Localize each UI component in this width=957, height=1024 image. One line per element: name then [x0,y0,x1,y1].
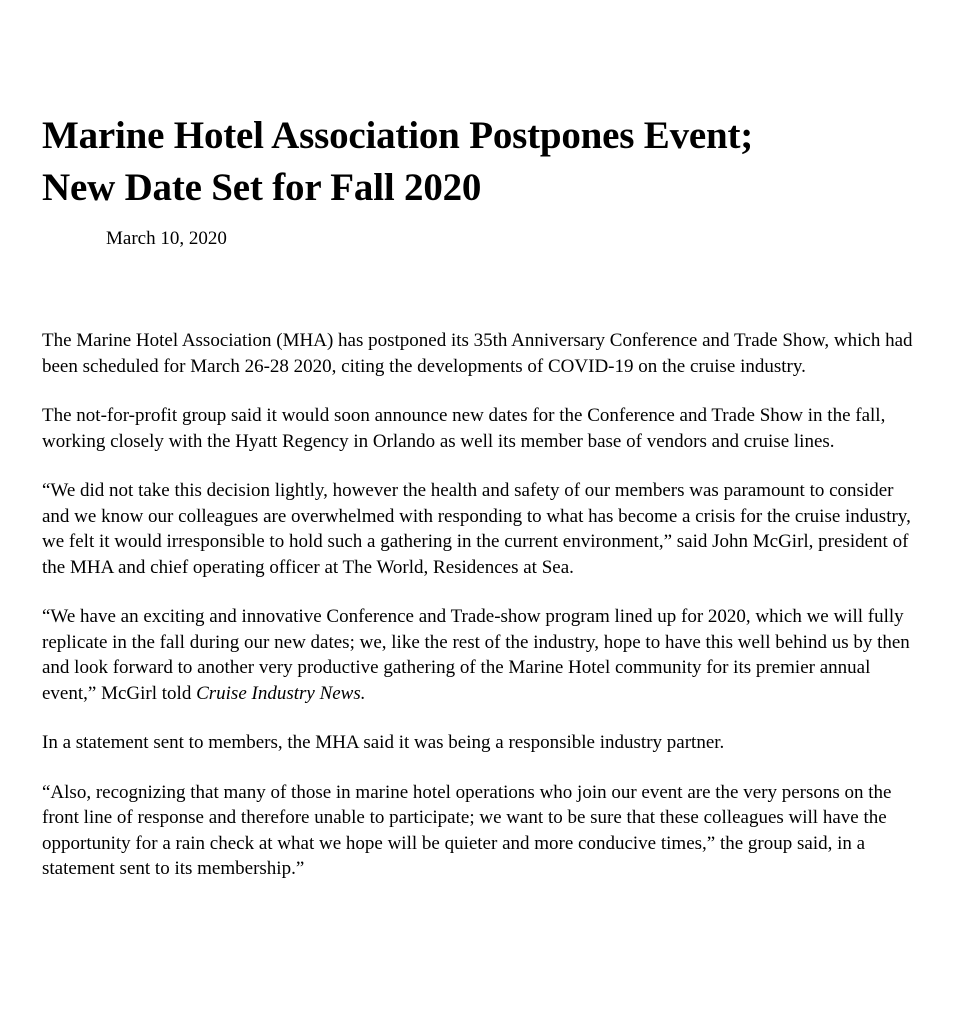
paragraph-3: “We did not take this decision lightly, however the health and safety of our members was paramount to consider and we know our colleagues are overwhelmed with responding to what has become a crisis for the cruise industry, we felt it would irresponsible to hold such a gathering in the current environment,” said John McGirl, president of the MHA and chief operating officer at The World, Residences at Sea. [42,480,911,578]
article-body [42,328,922,882]
article-date: March 10, 2020 [106,228,227,249]
paragraph-6: “Also, recognizing that many of those in marine hotel operations who join our event are the very persons on the front line of response and therefore unable to participate; we want to be sure that these colleagues will have the opportunity for a rain check at what we hope will be quieter and more conducive times,” the group said, in a statement sent to its membership.” [42,781,892,879]
paragraph-1: The Marine Hotel Association (MHA) has postponed its 35th Anniversary Conference and Trade Show, which had been scheduled for March 26-28 2020, citing the developments of COVID-19 on the cruise industry. [42,330,913,377]
headline [42,110,922,214]
paragraph-4-text: “We have an exciting and innovative Conference and Trade-show program lined up for 2020, which we will fully replicate in the fall during our new dates; we, like the rest of the industry, hope to have this well behind us by then and look forward to another very productive gathering of the Marine Hotel community for its premier annual event,” McGirl told [42,606,910,704]
publication-name: Cruise Industry News. [196,682,366,704]
paragraph-2: The not-for-profit group said it would soon announce new dates for the Conference and Trade Show in the fall, working closely with the Hyatt Regency in Orlando as well its member base of vendors and cruise lines. [42,405,886,452]
paragraph-5: In a statement sent to members, the MHA said it was being a responsible industry partner. [42,732,725,753]
headline-line-2: New Date Set for Fall 2020 [42,166,482,209]
article [42,110,922,906]
headline-line-1: Marine Hotel Association Postpones Event; [42,114,754,157]
paragraph-4 [42,604,922,706]
